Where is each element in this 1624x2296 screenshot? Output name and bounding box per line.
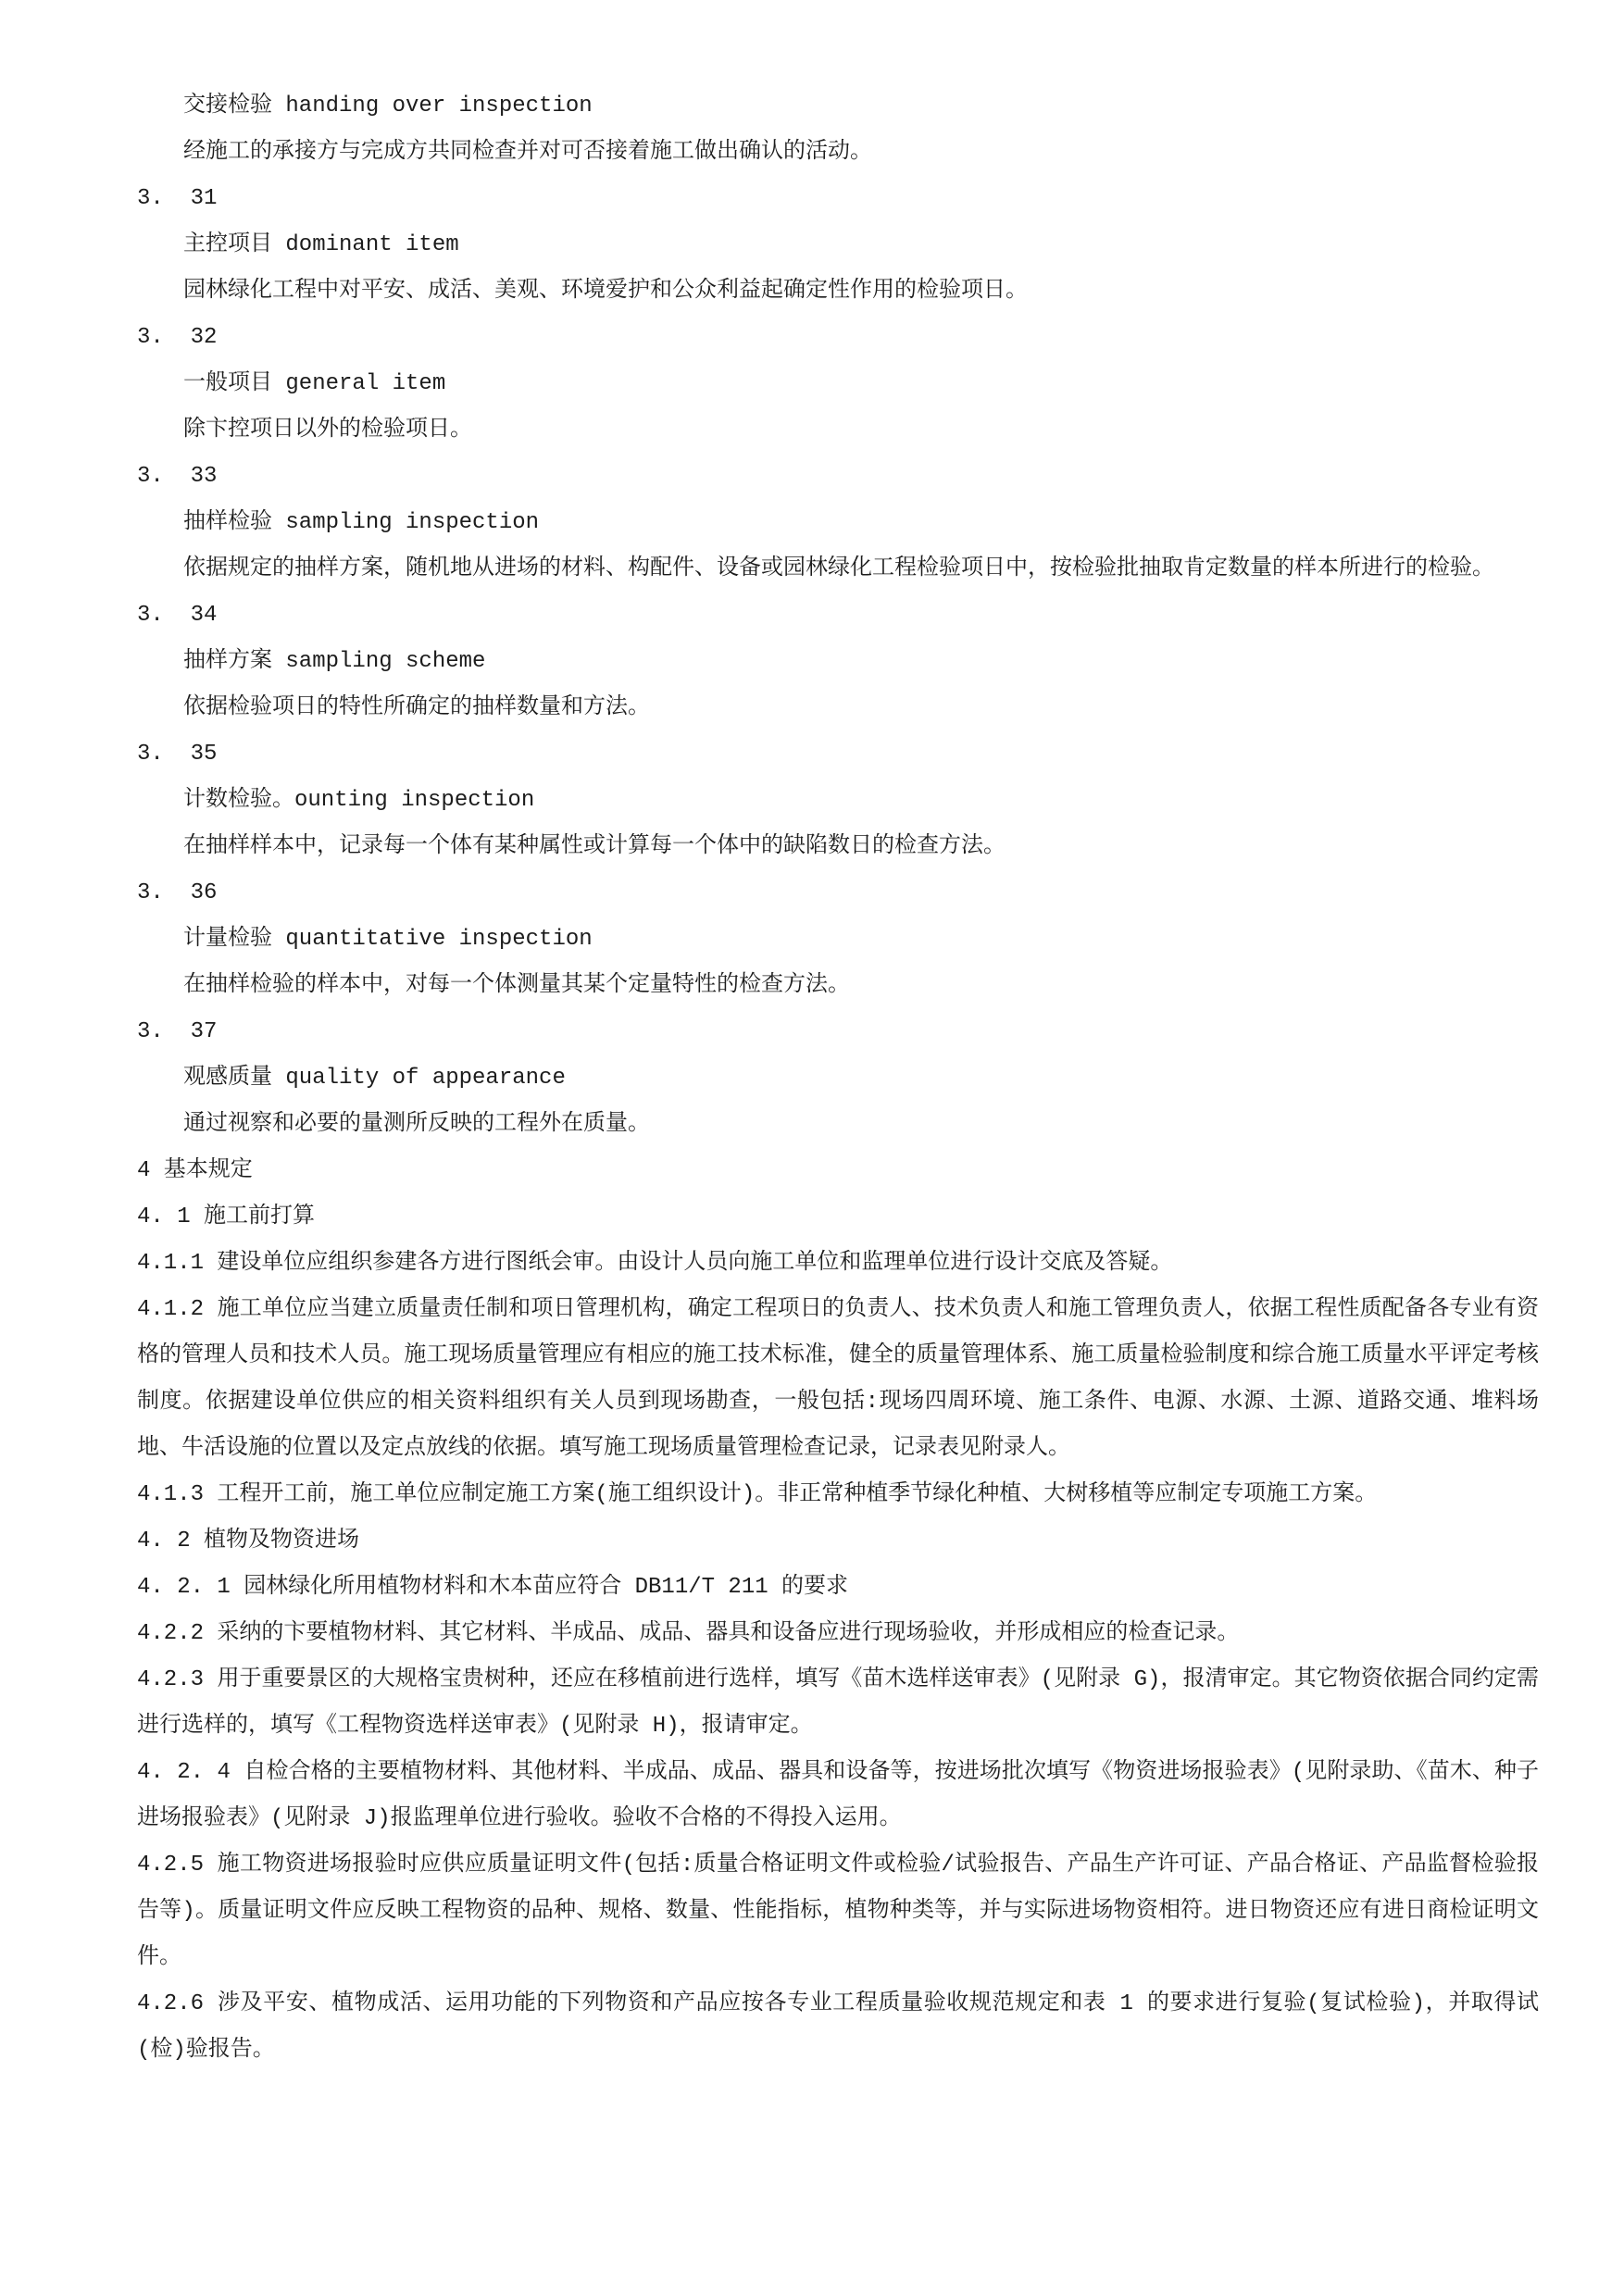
document-content [137,83,1539,2074]
paragraph-def: 在抽样检验的样本中，对每一个体测量其某个定量特性的检查方法。 [183,973,850,998]
paragraph-body: 4.1.1 建设单位应组织参建各方进行图纸会审。由设计人员向施工单位和监理单位进行设计交底及答疑。 [137,1251,1173,1276]
paragraph-body: 4.1.2 施工单位应当建立质量责任制和项日管理机构，确定工程项日的负责人、技术负责人和施工管理负责人，依据工程性质配备各专业有资格的管理人员和技术人员。施工现场质量管理应有相应的施工技术标准，健全的质量管理体系、施工质量检验制度和综合施工质量水平评定考核制度。依据建设单位供应的相关资料组织有关人员到现场勘查，一般包括:现场四周环境、施工条件、电源、水源、土源、道路交通、堆料场地、牛活设施的位置以及定点放线的依据。填写施工现场质量管理检查记录，记录表见附录人。 [137,1297,1539,1461]
paragraph-def: 经施工的承接方与完成方共同检查并对可否接着施工做出确认的活动。 [183,140,872,165]
paragraph-body: 4.2.2 采纳的卞要植物材料、其它材料、半成品、成品、器具和设备应进行现场验收，并形成相应的检查记录。 [137,1621,1240,1646]
paragraph-clause: 3. 31 [137,186,218,211]
paragraph-term: 计数检验。ounting inspection [183,788,535,813]
paragraph-heading2: 4. 1 施工前打算 [137,1204,316,1229]
paragraph-term: 交接检验 handing over inspection [183,94,593,119]
paragraph-def: 依据检验项日的特性所确定的抽样数量和方法。 [183,695,650,720]
paragraph-heading1: 4 基本规定 [137,1158,253,1183]
paragraph-heading2: 4. 2 植物及物资进场 [137,1529,360,1554]
paragraph-body: 4.1.3 工程开工前，施工单位应制定施工方案(施工组织设计)。非正常种植季节绿化种植、大树移植等应制定专项施工方案。 [137,1482,1378,1507]
paragraph-clause: 3. 33 [137,464,218,489]
paragraph-clause: 3. 34 [137,603,218,628]
paragraph-def: 通过视察和必要的量测所反映的工程外在质量。 [183,1112,650,1137]
paragraph-clause: 3. 32 [137,325,218,350]
paragraph-term: 主控项目 dominant item [183,232,459,257]
paragraph-term: 观感质量 quality of appearance [183,1066,566,1091]
paragraph-term: 一般项目 general item [183,371,446,396]
paragraph-def: 在抽样样本中，记录每一个体有某种属性或计算每一个体中的缺陷数日的检查方法。 [183,834,1006,859]
paragraph-def: 除卞控项日以外的检验项日。 [183,418,472,443]
paragraph-clause: 3. 36 [137,880,218,905]
paragraph-def: 依据规定的抽样方案，随机地从进场的材料、构配件、设备或园林绿化工程检验项日中，按检验批抽取肯定数量的样本所进行的检验。 [183,556,1494,581]
paragraph-term: 计量检验 quantitative inspection [183,927,593,952]
paragraph-clause: 3. 35 [137,742,218,767]
paragraph-term: 抽样检验 sampling inspection [183,510,540,535]
paragraph-body: 4.2.5 施工物资进场报验时应供应质量证明文件(包括:质量合格证明文件或检验/试验报告、产品生产许可证、产品合格证、产品监督检验报告等)。质量证明文件应反映工程物资的品种、规格、数量、性能指标，植物种类等，并与实际进场物资相符。进日物资还应有进日商检证明文件。 [137,1853,1539,1970]
paragraph-term: 抽样方案 sampling scheme [183,649,486,674]
paragraph-def: 园林绿化工程中对平安、成活、美观、环境爱护和公众利益起确定性作用的检验项日。 [183,279,1028,304]
paragraph-body: 4. 2. 4 自检合格的主要植物材料、其他材料、半成品、成品、器具和设备等，按进场批次填写《物资进场报验表》(见附录助、《苗木、种子进场报验表》(见附录 J)报监理单位进行验收。验收不合格的不得投入运用。 [137,1760,1539,1831]
paragraph-body: 4.2.6 涉及平安、植物成活、运用功能的下列物资和产品应按各专业工程质量验收规范规定和表 1 的要求进行复验(复试检验)，并取得试(检)验报告。 [137,1991,1539,2063]
paragraph-body: 4. 2. 1 园林绿化所用植物材料和木本苗应符合 DB11/T 211 的要求 [137,1575,849,1600]
paragraph-clause: 3. 37 [137,1019,218,1044]
paragraph-body: 4.2.3 用于重要景区的大规格宝贵树种，还应在移植前进行选样，填写《苗木选样送审表》(见附录 G)，报清审定。其它物资依据合同约定需进行选样的，填写《工程物资选样送审表》(见附录 H)，报请审定。 [137,1667,1539,1739]
